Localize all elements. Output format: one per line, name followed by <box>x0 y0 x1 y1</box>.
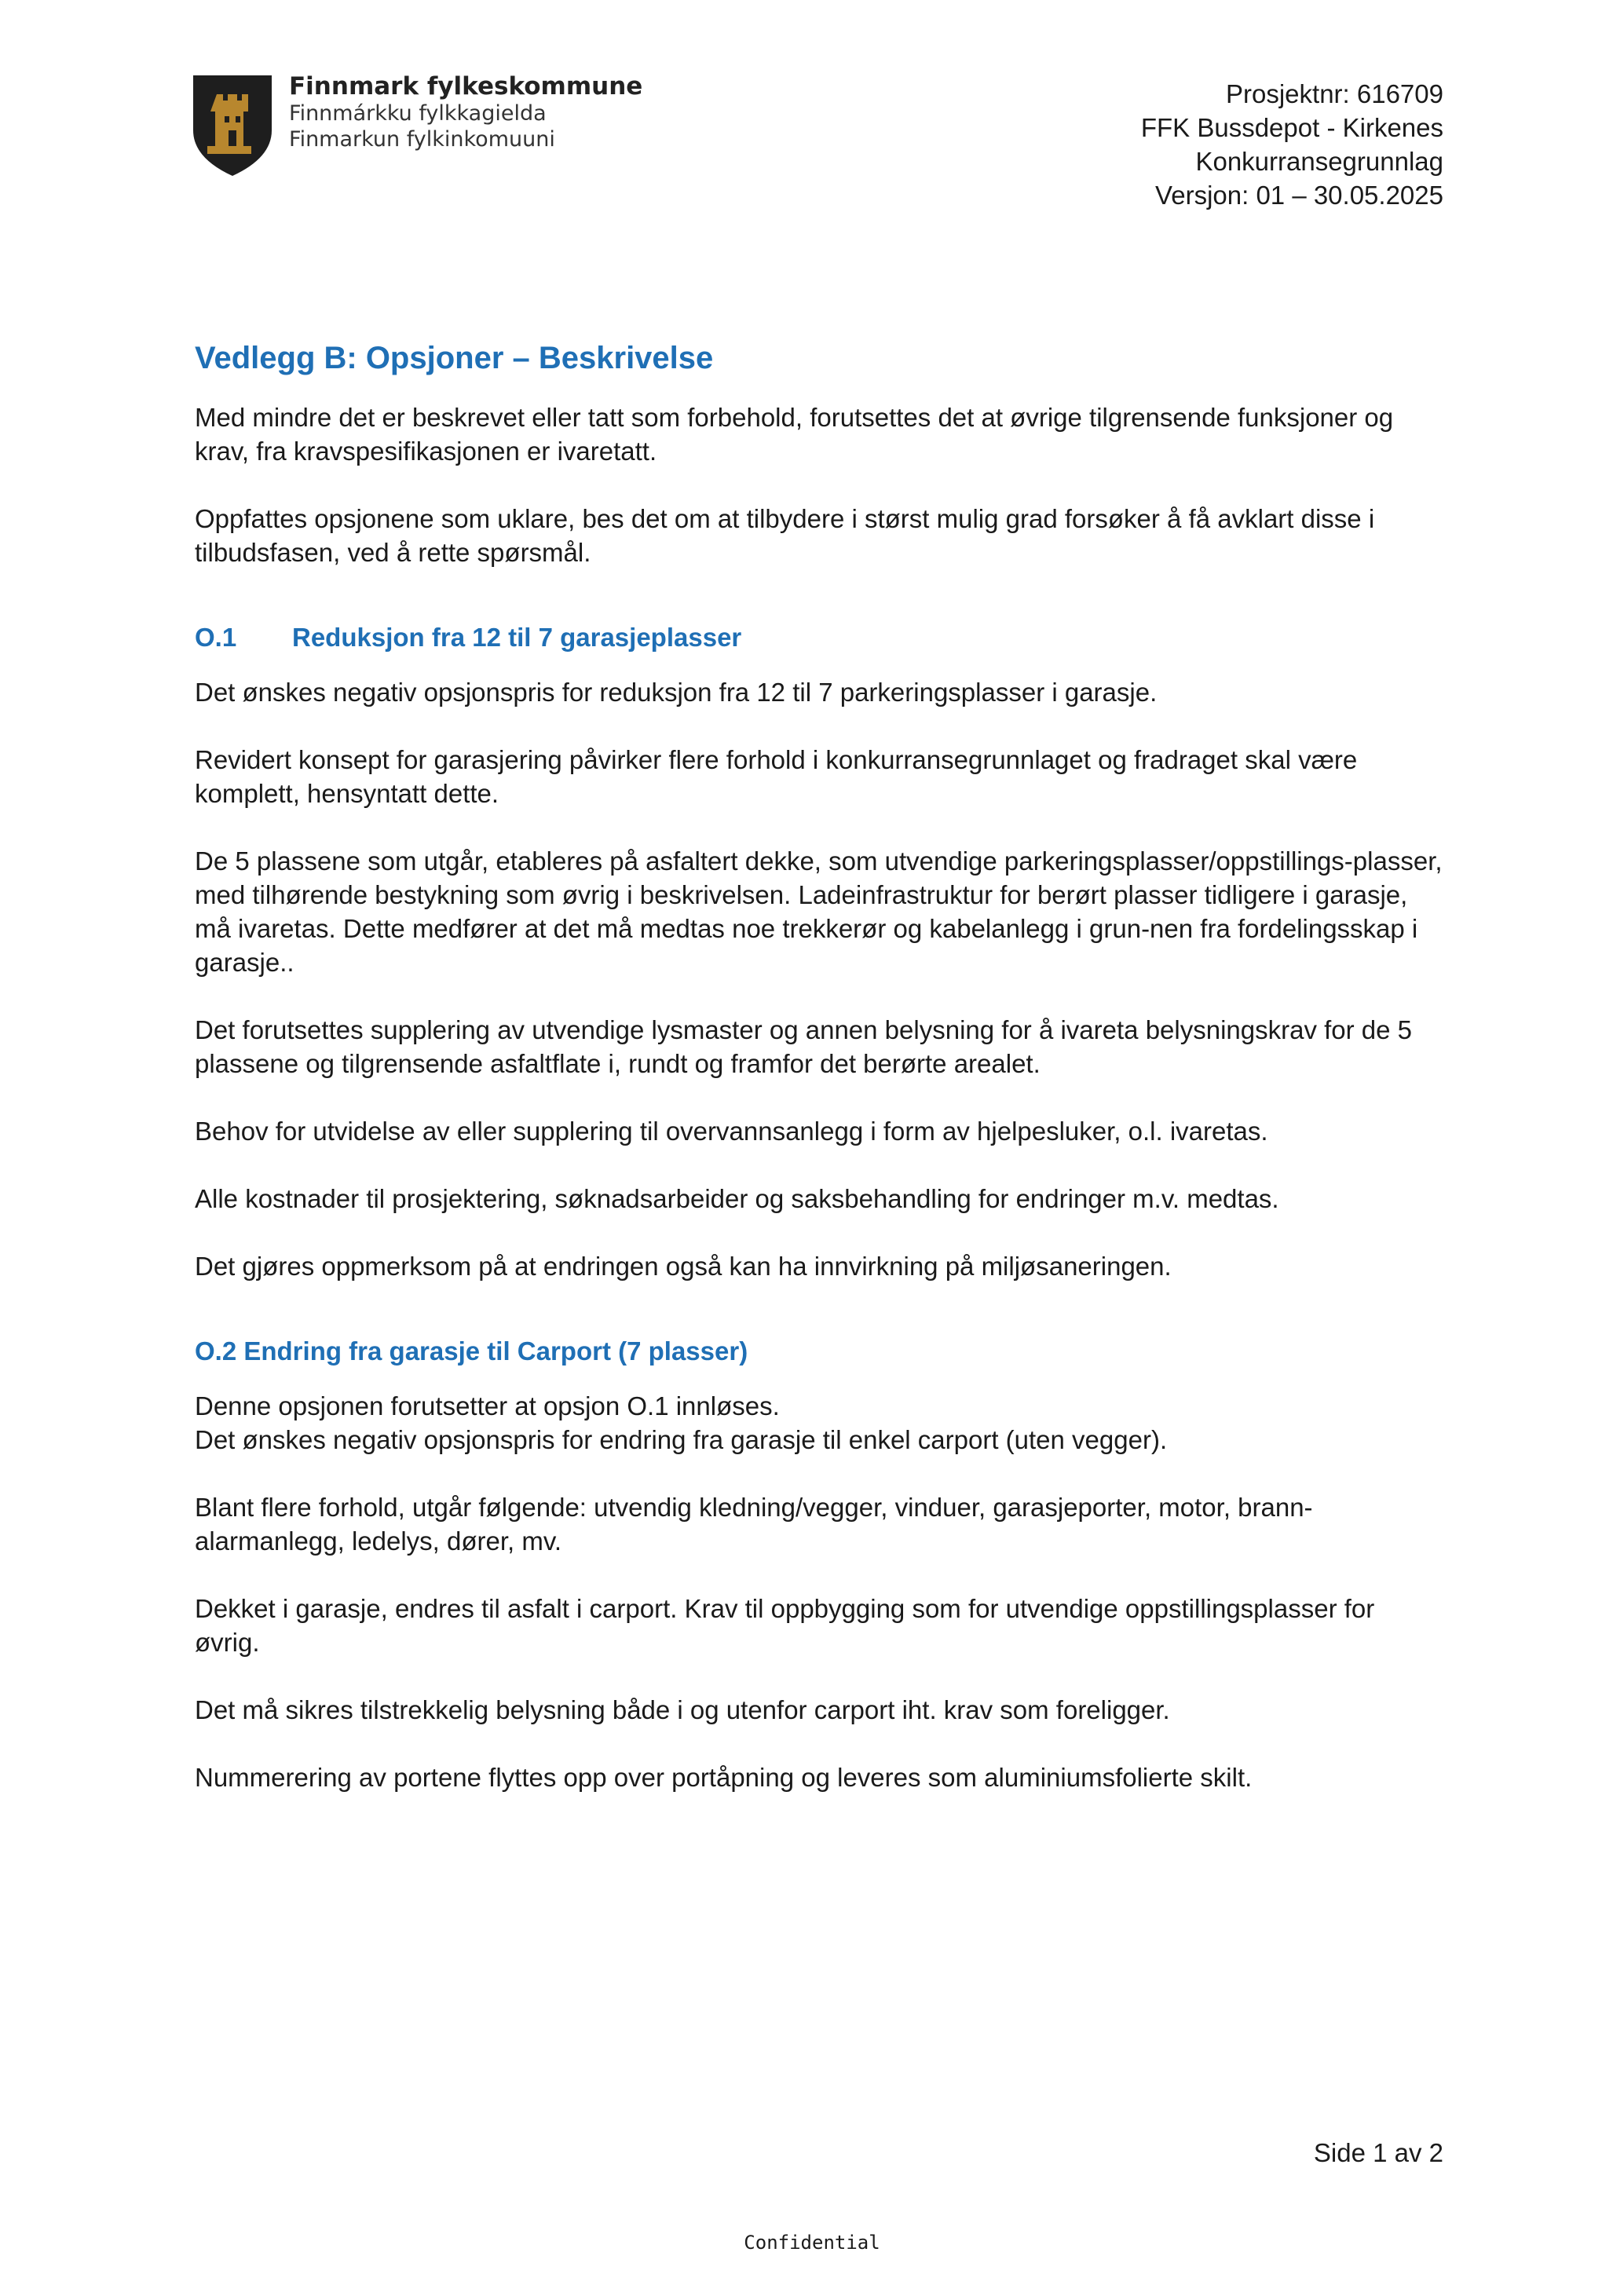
project-number: Prosjektnr: 616709 <box>1225 79 1443 108</box>
document-type: Konkurransegrunnlag <box>1195 147 1443 176</box>
classification-label: Confidential <box>744 2232 880 2254</box>
organization-logo <box>193 72 643 176</box>
intro-paragraph: Oppfattes opsjonene som uklare, bes det om at tilbydere i størst mulig grad forsøker å få avklart disse i tilbudsfasen, ved å rette spørsmål. <box>195 504 1375 567</box>
org-name-sami: Finnmárkku fylkkagielda <box>289 101 547 126</box>
section-line: Denne opsjonen forutsetter at opsjon O.1 innløses. <box>195 1391 780 1420</box>
intro-paragraph: Med mindre det er beskrevet eller tatt som forbehold, forutsettes det at øvrige tilgrensende funksjoner og krav, fra kravspesifikasjonen er ivaretatt. <box>195 403 1394 466</box>
org-name: Finnmark fylkeskommune <box>289 72 643 101</box>
section-heading-o1 <box>195 620 1445 655</box>
section-paragraph: De 5 plassene som utgår, etableres på asfaltert dekke, som utvendige parkeringsplasser/oppstillings-plasser, med tilhørende bestykning som øvrig i beskrivelsen. Ladeinfrastruktur for berørt plasser tidligere i garasje, må ivaretas. Dette medfører at det må medtas noe trekkerør og kabelanlegg i grun-nen fra fordelingsskap i garasje.. <box>195 846 1443 977</box>
section-paragraph: Nummerering av portene flyttes opp over portåpning og leveres som aluminiumsfolierte skilt. <box>195 1763 1253 1792</box>
section-paragraph: Det gjøres oppmerksom på at endringen også kan ha innvirkning på miljøsaneringen. <box>195 1252 1172 1281</box>
organization-names <box>289 72 642 152</box>
section-paragraph: Det ønskes negativ opsjonspris for reduksjon fra 12 til 7 parkeringsplasser i garasje. <box>195 678 1158 707</box>
section-heading-o2: O.2 Endring fra garasje til Carport (7 plasser) <box>195 1336 748 1366</box>
section-paragraph: Behov for utvidelse av eller supplering til overvannsanlegg i form av hjelpesluker, o.l. ivaretas. <box>195 1117 1268 1146</box>
section-paragraph: Det må sikres tilstrekkelig belysning både i og utenfor carport iht. krav som foreligger. <box>195 1695 1170 1724</box>
section-paragraph <box>195 1389 1445 1457</box>
section-paragraph: Det forutsettes supplering av utvendige lysmaster og annen belysning for å ivareta belysningskrav for de 5 plassene og tilgrensende asfaltflate i, rundt og framfor det berørte arealet. <box>195 1015 1413 1078</box>
page-title: Vedlegg B: Opsjoner – Beskrivelse <box>195 341 714 375</box>
section-title: Reduksjon fra 12 til 7 garasjeplasser <box>292 623 742 652</box>
document-version: Versjon: 01 – 30.05.2025 <box>1155 181 1443 210</box>
section-number: O.1 <box>195 623 237 652</box>
project-name: FFK Bussdepot - Kirkenes <box>1140 113 1443 142</box>
castle-shield-icon <box>193 75 272 176</box>
section-paragraph: Revidert konsept for garasjering påvirker flere forhold i konkurransegrunnlaget og fradraget skal være komplett, hensyntatt dette. <box>195 745 1358 808</box>
section-paragraph: Alle kostnader til prosjektering, søknadsarbeider og saksbehandling for endringer m.v. medtas. <box>195 1184 1279 1213</box>
section-paragraph: Dekket i garasje, endres til asfalt i carport. Krav til oppbygging som for utvendige oppstillingsplasser for øvrig. <box>195 1594 1375 1657</box>
page-number: Side 1 av 2 <box>1313 2138 1443 2167</box>
section-line: Det ønskes negativ opsjonspris for endring fra garasje til enkel carport (uten vegger). <box>195 1425 1168 1454</box>
section-paragraph: Blant flere forhold, utgår følgende: utvendig kledning/vegger, vinduer, garasjeporter, motor, brann-alarmanlegg, ledelys, dører, mv. <box>195 1493 1313 1556</box>
project-info <box>1141 77 1443 212</box>
document-body <box>195 338 1445 1828</box>
org-name-kven: Finmarkun fylkinkomuuni <box>289 127 555 152</box>
